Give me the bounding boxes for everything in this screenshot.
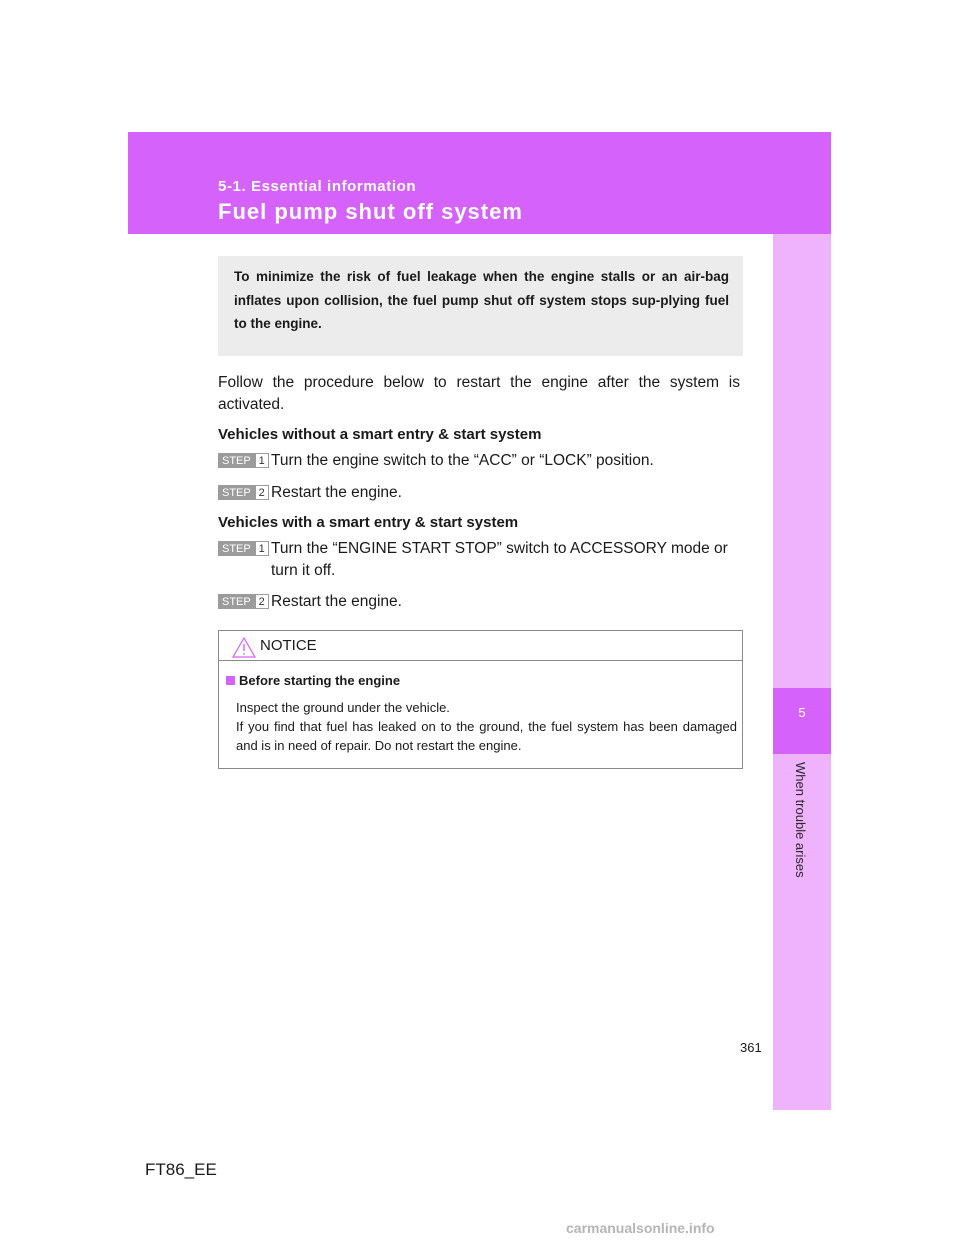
step-badge-label: STEP: [218, 594, 255, 609]
notice-box: [218, 630, 743, 769]
notice-bullet-title: Before starting the engine: [239, 673, 401, 688]
chapter-label: When trouble arises: [793, 762, 808, 878]
step-text: Turn the engine switch to the “ACC” or “LOCK” position.: [271, 452, 654, 469]
step-text: Restart the engine.: [271, 593, 402, 610]
step-badge: [218, 594, 269, 609]
page-number: 361: [740, 1040, 762, 1055]
step-badge-number: 1: [255, 453, 269, 468]
bullet-square-icon: [226, 676, 235, 685]
notice-header: [219, 631, 742, 661]
step-badge-number: 2: [255, 485, 269, 500]
section-label: 5-1. Essential information: [218, 178, 417, 195]
step-text: Turn the “ENGINE START STOP” switch to ACCESSORY mode or turn it off.: [271, 540, 728, 579]
notice-body: [236, 698, 737, 755]
step-badge: [218, 485, 269, 500]
notice-bullet-heading: [226, 673, 400, 688]
intro-paragraph: Follow the procedure below to restart the engine after the system is activated.: [218, 374, 740, 413]
section-heading-without-smart-entry: Vehicles without a smart entry & start system: [218, 426, 542, 443]
notice-title: NOTICE: [260, 637, 317, 654]
intro-box: To minimize the risk of fuel leakage when the engine stalls or an air-bag inflates upon collision, the fuel pump shut off system stops sup-plying fuel to the engine.: [218, 256, 743, 356]
watermark: carmanualsonline.info: [566, 1220, 715, 1236]
step-badge: [218, 453, 269, 468]
step-badge-label: STEP: [218, 485, 255, 500]
chapter-side-tab: [773, 234, 831, 1110]
step-badge: [218, 541, 269, 556]
step-text: Restart the engine.: [271, 484, 402, 501]
chapter-number: 5: [773, 688, 831, 754]
notice-line: If you find that fuel has leaked on to the ground, the fuel system has been damaged and is in need of repair. Do not restart the engine.: [236, 719, 737, 753]
step-badge-label: STEP: [218, 541, 255, 556]
notice-line: Inspect the ground under the vehicle.: [236, 700, 450, 715]
step-badge-label: STEP: [218, 453, 255, 468]
document-code: FT86_EE: [145, 1160, 217, 1179]
warning-triangle-icon: [232, 637, 256, 658]
step-badge-number: 1: [255, 541, 269, 556]
step-badge-number: 2: [255, 594, 269, 609]
page-title: Fuel pump shut off system: [218, 199, 523, 224]
section-heading-with-smart-entry: Vehicles with a smart entry & start system: [218, 514, 519, 531]
